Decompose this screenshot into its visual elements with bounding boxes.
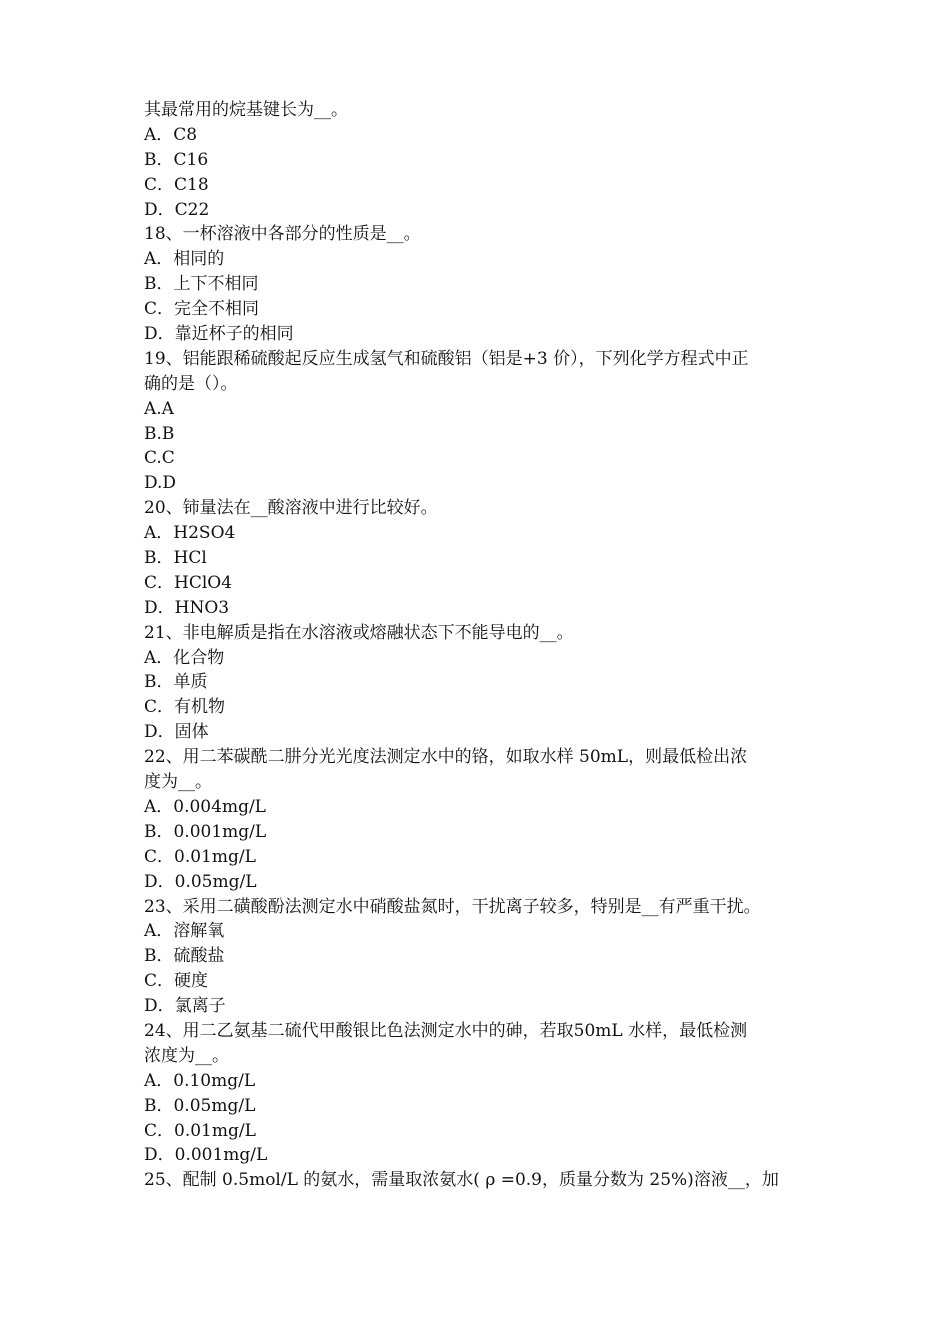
text-line: A．0.10mg/L: [144, 1070, 256, 1091]
text-line: D．靠近杯子的相同: [144, 324, 294, 345]
text-line: 23、采用二磺酸酚法测定水中硝酸盐氮时，干扰离子较多，特别是__有严重干扰。: [144, 896, 761, 917]
text-line: D．固体: [144, 722, 209, 743]
text-line: A．相同的: [144, 249, 225, 270]
text-line: 21、非电解质是指在水溶液或熔融状态下不能导电的__。: [144, 622, 574, 643]
text-line: B．HCl: [144, 548, 207, 569]
text-line: C．硬度: [144, 971, 209, 992]
text-line: C.C: [144, 448, 175, 469]
text-line: 浓度为__。: [144, 1045, 229, 1066]
text-line: 确的是（）。: [144, 373, 238, 394]
text-line: A．溶解氧: [144, 921, 225, 942]
text-line: D.D: [144, 473, 177, 494]
text-line: 20、铈量法在__酸溶液中进行比较好。: [144, 498, 438, 519]
text-line: 度为__。: [144, 772, 212, 793]
text-line: 19、铝能跟稀硫酸起反应生成氢气和硫酸铝（铝是+3 价），下列化学方程式中正: [144, 348, 749, 369]
text-line: 24、用二乙氨基二硫代甲酸银比色法测定水中的砷，若取50mL 水样，最低检测: [144, 1020, 748, 1041]
text-line: A.A: [144, 398, 174, 419]
text-line: D．0.001mg/L: [144, 1145, 268, 1166]
text-line: B．0.05mg/L: [144, 1095, 256, 1116]
text-line: C．完全不相同: [144, 299, 260, 320]
text-line: D．0.05mg/L: [144, 871, 257, 892]
text-line: B．单质: [144, 672, 208, 693]
text-line: C．C18: [144, 174, 209, 195]
text-line: B．上下不相同: [144, 274, 259, 295]
text-line: C．0.01mg/L: [144, 1120, 256, 1141]
text-line: B.B: [144, 423, 175, 444]
text-line: C．HClO4: [144, 572, 233, 593]
text-line: B．硫酸盐: [144, 946, 225, 967]
text-line: A．H2SO4: [144, 523, 236, 544]
text-line: C．0.01mg/L: [144, 846, 256, 867]
text-line: B．C16: [144, 149, 209, 170]
text-line: D．氯离子: [144, 996, 226, 1017]
text-line: A．0.004mg/L: [144, 796, 266, 817]
text-line: 22、用二苯碳酰二肼分光光度法测定水中的铬，如取水样 50mL，则最低检出浓: [144, 747, 748, 768]
text-line: A．C8: [144, 124, 198, 145]
text-line: C．有机物: [144, 697, 226, 718]
question-text-block: [144, 98, 812, 1193]
text-line: D．C22: [144, 199, 210, 220]
text-line: 18、一杯溶液中各部分的性质是__。: [144, 224, 421, 245]
text-line: D．HNO3: [144, 597, 230, 618]
text-line: 25、配制 0.5mol/L 的氨水，需量取浓氨水( ρ =0.9，质量分数为 25%)溶液__，加: [144, 1170, 779, 1191]
text-line: 其最常用的烷基键长为__。: [144, 100, 348, 120]
text-line: B．0.001mg/L: [144, 821, 267, 842]
text-line: A．化合物: [144, 647, 225, 668]
